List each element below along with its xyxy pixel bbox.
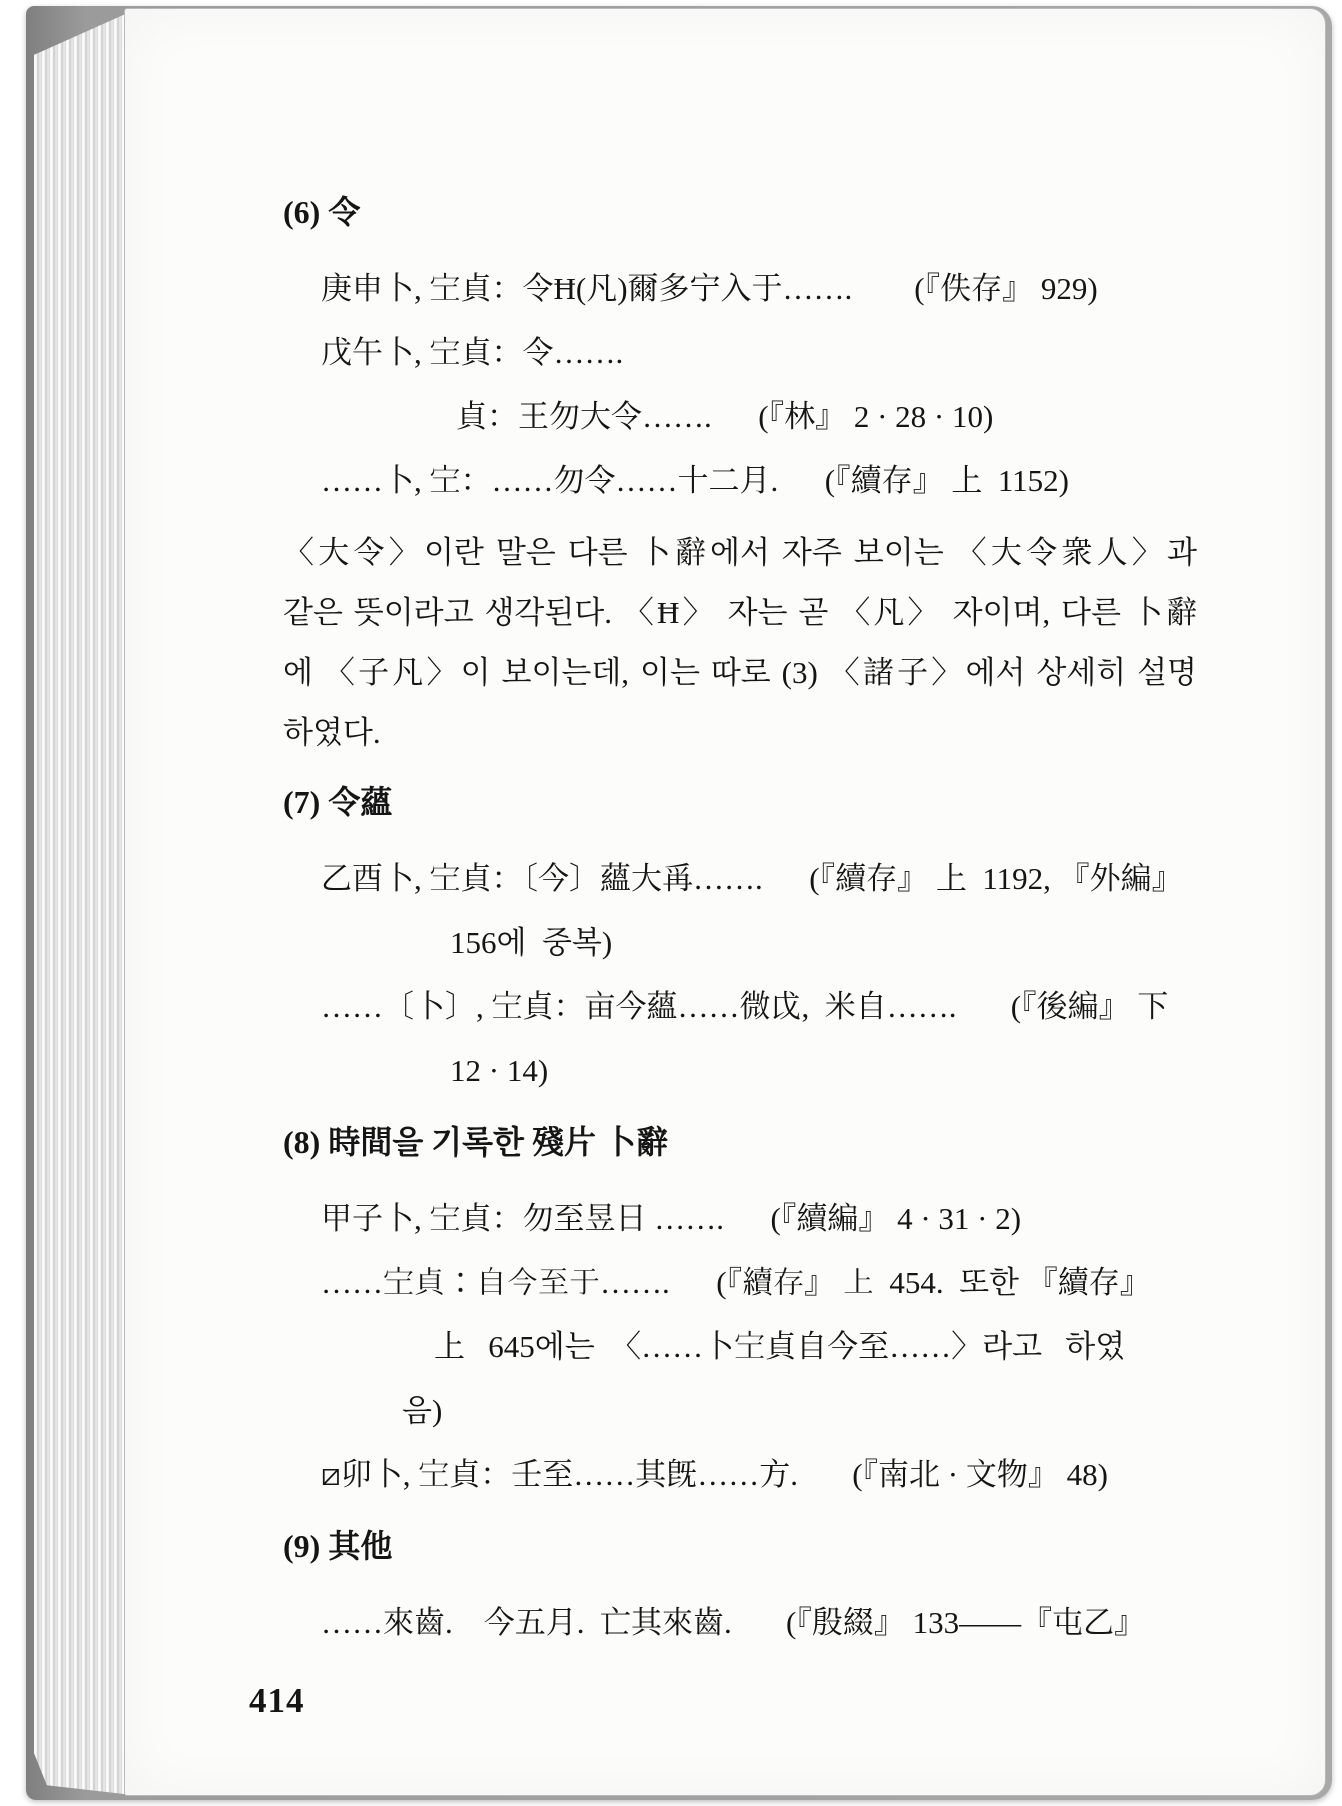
paragraph-line: 같은 뜻이라고 생각된다. 〈Ħ〉 자는 곧 〈凡〉 자이며, 다른 卜辭	[283, 595, 1197, 630]
citation-continuation-line: 12 · 14)	[450, 1053, 549, 1088]
citation-continuation-line: 上 645에는 〈……卜𡧇貞自今至……〉라고 하였	[434, 1329, 1126, 1364]
citation-line: 庚申卜, 𡧇貞：令Ħ(凡)爾多宁入于……. (『佚存』 929)	[321, 271, 1098, 306]
citation-line: 戊午卜, 𡧇貞：令…….	[321, 335, 624, 370]
paragraph-line: 〈大令〉이란 말은 다른 卜辭에서 자주 보이는 〈大令衆人〉과	[283, 535, 1197, 570]
section-7-heading: (7) 令蘊	[283, 784, 393, 820]
section-9-heading: (9) 其他	[283, 1528, 393, 1564]
citation-line: ……來齒. 今五月. 亡其來齒. (『殷綴』 133——『屯乙』	[321, 1605, 1146, 1640]
citation-line: 乙酉卜, 𡧇貞：〔今〕蘊大爯……. (『續存』 上 1192, 『外編』	[321, 861, 1183, 896]
paragraph-line: 하였다.	[283, 715, 381, 750]
citation-line: ……𡧇貞：自今至于……. (『續存』 上 454. 또한 『續存』	[321, 1265, 1151, 1300]
section-8-heading: (8) 時間을 기록한 殘片 卜辭	[283, 1124, 668, 1160]
citation-continuation-line: 음)	[402, 1393, 443, 1428]
book-page-edges	[34, 12, 126, 1796]
page-content	[125, 9, 1325, 1795]
paragraph-line: 에 〈子凡〉이 보이는데, 이는 따로 (3) 〈諸子〉에서 상세히 설명	[283, 655, 1197, 690]
citation-line: 甲子卜, 𡧇貞：勿至昱日 ……. (『續編』 4 · 31 · 2)	[321, 1201, 1022, 1236]
citation-line: 貞：王勿大令……. (『林』 2 · 28 · 10)	[456, 399, 994, 434]
citation-line: ……卜, 𡧇：……勿令……十二月. (『續存』 上 1152)	[321, 463, 1069, 498]
citation-line: ……〔卜〕, 𡧇貞：亩今蘊……微戉, 米自……. (『後編』 下	[321, 989, 1169, 1024]
commentary-paragraph	[283, 523, 1197, 763]
section-6-heading: (6) 令	[283, 194, 361, 230]
page-number: 414	[249, 1681, 305, 1720]
citation-continuation-line: 156에 중복)	[450, 925, 613, 960]
book-page	[124, 8, 1326, 1796]
citation-line: ⧄卯卜, 𡧇貞：壬至……其旣……方. (『南北 · 文物』 48)	[321, 1457, 1108, 1492]
